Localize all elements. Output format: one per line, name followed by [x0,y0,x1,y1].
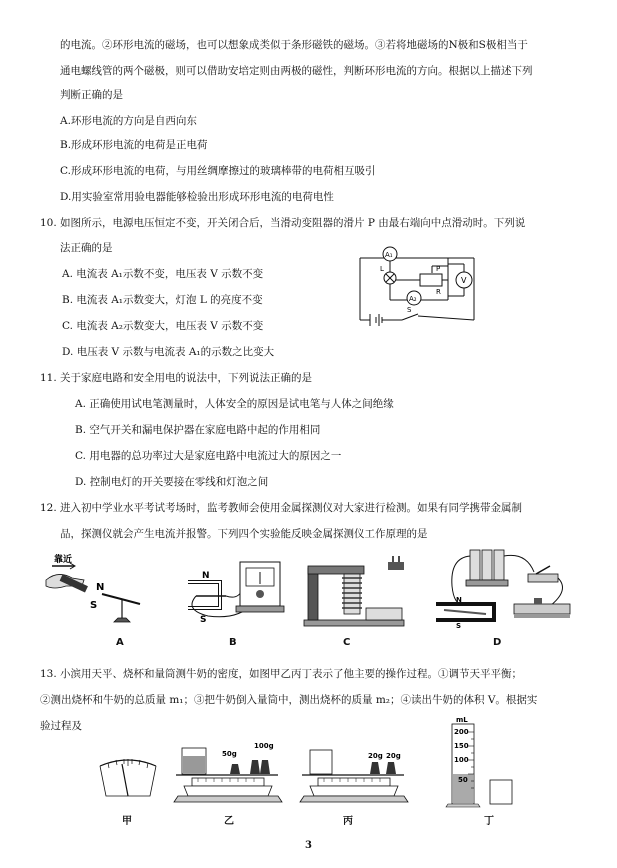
ammeter-a1-label: A₁ [385,251,393,259]
cylinder-mark-50: 50 [458,776,468,784]
ammeter-a2-label: A₂ [409,295,417,303]
q13-figure-jia [96,752,160,802]
q12-figure-a [44,550,154,625]
weight-20g-b-label: 20g [386,752,401,760]
magnet-b-s-label: S [200,615,207,625]
cylinder-mark-100: 100 [454,756,469,764]
magnet-d-n-label: N [456,596,462,604]
q13-figure-yi [172,738,284,804]
q12-figure-b [178,560,288,630]
q10-stem-1: 10. 如图所示，电源电压恒定不变，开关闭合后，当滑动变阻器的滑片 P 由最右端向中点滑动时。下列说 [40,217,526,229]
voltmeter-label: V [461,276,467,285]
slider-label: P [436,265,441,273]
q10-circuit-diagram [352,240,482,328]
q12-figure-d [430,546,580,630]
page-number: 3 [305,840,312,851]
q9-line-1: 的电流。②环形电流的磁场，也可以想象成类似于条形磁铁的磁场。③若将地磁场的N极和S极相当于 [60,39,528,51]
q9-option-a: A.环形电流的方向是自西向东 [60,115,197,127]
magnet-s-label: S [90,600,98,611]
q10-option-a: A. 电流表 A₁示数不变，电压表 V 示数不变 [62,268,264,280]
q11-option-c: C. 用电器的总功率过大是家庭电路中电流过大的原因之一 [75,450,342,462]
q13-label-jia: 甲 [122,816,132,827]
cylinder-mark-200: 200 [454,728,469,736]
weight-100g-label: 100g [254,742,274,750]
cylinder-mark-150: 150 [454,742,469,750]
cylinder-unit-label: mL [456,716,468,724]
q13-stem-1: 13. 小滨用天平、烧杯和量筒测牛奶的密度，如图甲乙丙丁表示了他主要的操作过程。①调节天平平衡； [40,668,523,680]
q9-option-c: C.形成环形电流的电荷，与用丝绸摩擦过的玻璃棒带的电荷相互吸引 [60,165,376,177]
q12-label-a: A [116,637,124,648]
q12-stem-1: 12. 进入初中学业水平考试考场时，监考教师会使用金属探测仪对大家进行检测。如果有同学携带金属制 [40,502,523,514]
magnet-n-label: N [96,582,105,593]
switch-label: S [407,306,412,314]
q11-stem: 11. 关于家庭电路和安全用电的说法中，下列说法正确的是 [40,372,313,384]
q9-line-2: 通电螺线管的两个磁极，则可以借助安培定则由两极的磁性，判断环形电流的方向。根据以上描述下列 [60,65,533,77]
q12-label-b: B [229,637,237,648]
resistor-label: R [436,288,441,296]
q13-label-yi: 乙 [224,816,234,827]
magnet-d-s-label: S [456,622,462,630]
q13-stem-2: ②测出烧杯和牛奶的总质量 m₁；③把牛奶倒入量筒中，测出烧杯的质量 m₂；④读出牛奶的体积 V。根据实 [40,694,538,706]
q13-label-ding: 丁 [484,816,494,827]
q10-stem-2: 法正确的是 [60,242,113,254]
q9-line-3: 判断正确的是 [60,89,123,101]
q9-option-b: B.形成环形电流的电荷是正电荷 [60,139,208,151]
q10-option-c: C. 电流表 A₂示数变大，电压表 V 示数不变 [62,320,264,332]
q12-stem-2: 品，探测仪就会产生电流并报警。下列四个实验能反映金属探测仪工作原理的是 [60,528,428,540]
q9-option-d: D.用实验室常用验电器能够检验出形成环形电流的电荷电性 [60,191,334,203]
q13-figure-bing [298,738,410,804]
q11-option-b: B. 空气开关和漏电保护器在家庭电路中起的作用相同 [75,424,321,436]
lamp-label: L [380,265,384,273]
weight-50g-label: 50g [222,750,237,758]
q12-label-d: D [493,637,502,648]
q10-option-b: B. 电流表 A₁示数变大，灯泡 L 的亮度不变 [62,294,263,306]
q13-label-bing: 丙 [343,816,353,827]
magnet-b-n-label: N [202,571,210,581]
q13-stem-3: 验过程及 [40,720,82,732]
q13-figure-ding [440,712,530,808]
q10-option-d: D. 电压表 V 示数与电流表 A₁的示数之比变大 [62,346,275,358]
q11-option-a: A. 正确使用试电笔测量时，人体安全的原因是试电笔与人体之间绝缘 [75,398,394,410]
q12-figure-c [298,550,408,628]
weight-20g-a-label: 20g [368,752,383,760]
q12-label-c: C [343,637,351,648]
q11-option-d: D. 控制电灯的开关要接在零线和灯泡之间 [75,476,269,488]
approach-label: 靠近 [54,555,73,565]
